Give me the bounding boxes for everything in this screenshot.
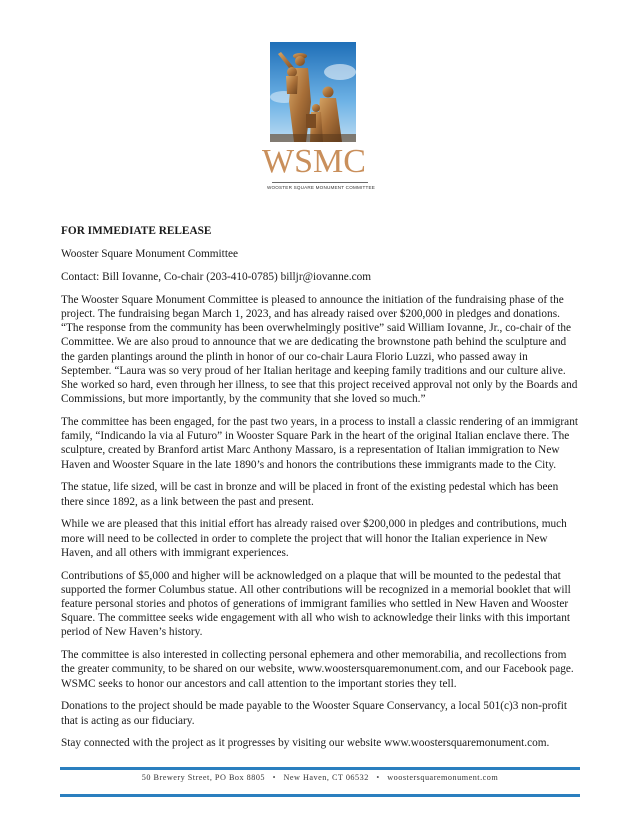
paragraph-memorabilia: The committee is also interested in collecting personal ephemera and other memorabilia, and recollections from the greater community, to be shared on our website, www.woostersquaremonument.com, and our Facebook page. WSMC seeks to honor our ancestors and call attention to the important stories they tell. — [61, 649, 574, 690]
paragraph-fundraising: The Wooster Square Monument Committee is pleased to announce the initiation of the fundraising phase of the project. The fundraising began March 1, 2023, and has already raised over $200,000 in pledges and donations. “The response from the community has been overwhelmingly positive” said William Iovanne, Jr., co-chair of the Committee. We are also proud to announce that we are dedicating the brownstone path behind the sculpture and the garden plantings around the plinth in honor of our co-chair Laura Florio Luzzi, who passed away in September. “Laura was so very proud of her Italian heritage and keeping family traditions and our culture alive. She worked so hard, even through her illness, to see that this project received approval not only by the Boards and Commissions, but more importantly, by the community that she loved so much.” — [61, 293, 578, 406]
footer-rule-bottom — [60, 794, 580, 797]
footer-address — [60, 773, 580, 782]
logo-initials: WSMC — [262, 143, 366, 180]
logo-divider — [272, 182, 368, 183]
footer-website: woostersquaremonument.com — [387, 773, 499, 782]
footer-rule-top — [60, 767, 580, 770]
paragraph-statue: The statue, life sized, will be cast in bronze and will be placed in front of the existing pedestal which has been there since 1892, as a link between the past and present. — [61, 481, 559, 508]
organization-name: Wooster Square Monument Committee — [61, 248, 238, 261]
statue-photo — [270, 42, 356, 142]
paragraph-donations: Donations to the project should be made payable to the Wooster Square Conservancy, a local 501(c)3 non-profit that is acting as our fiduciary. — [61, 700, 568, 727]
footer-separator: • — [376, 773, 380, 782]
footer-street: 50 Brewery Street, PO Box 8805 — [141, 773, 266, 782]
logo-subtitle: WOOSTER SQUARE MONUMENT COMMITTEE — [266, 185, 376, 190]
wsmc-logo — [258, 42, 376, 194]
release-heading: FOR IMMEDIATE RELEASE — [61, 225, 212, 237]
contact-line: Contact: Bill Iovanne, Co-chair (203-410-0785) billjr@iovanne.com — [61, 271, 372, 283]
paragraph-contributions: Contributions of $5,000 and higher will be acknowledged on a plaque that will be mounted to the pedestal that supported the former Columbus statue. All other contributions will be recognized in a memorial booklet that will feature personal stories and photos of generations of immigrant families who settled in New Haven and Wooster Square. The committee seeks wide engagement with all who wish to acknowledge their links with this important period of New Haven’s history. — [61, 569, 571, 639]
footer-city: New Haven, CT 06532 — [283, 773, 369, 782]
paragraph-sculpture: The committee has been engaged, for the past two years, in a process to install a classic rendering of an immigrant family, “Indicando la via al Futuro” in Wooster Square Park in the heart of the original Italian enclave there. The sculpture, created by Branford artist Marc Anthony Massaro, is a representation of Italian immigration to New Haven and Wooster Square in the late 1890’s and honors the contributions these immigrants made to the City. — [61, 416, 578, 471]
press-release-body — [61, 224, 581, 759]
paragraph-pledges: While we are pleased that this initial effort has already raised over $200,000 in pledges and contributions, much more will need to be collected in order to complete the project that will honor the Italian experience in New Haven, and all others with immigrant experiences. — [61, 518, 567, 559]
footer-separator: • — [272, 773, 276, 782]
paragraph-stay-connected: Stay connected with the project as it progresses by visiting our website www.woostersquaremonument.com. — [61, 737, 550, 750]
